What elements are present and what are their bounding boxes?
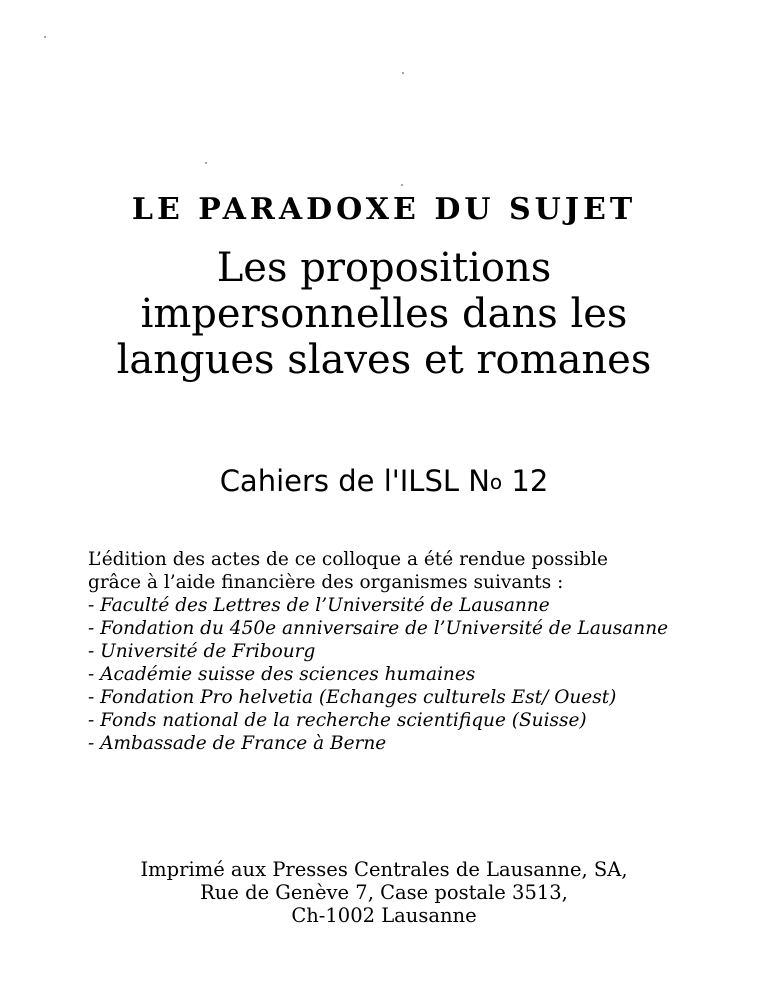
- series-number: [0, 464, 768, 498]
- imprint-line: Imprimé aux Presses Centrales de Lausanne, SA,: [140, 858, 628, 881]
- list-item: - Fonds national de la recherche scientifique (Suisse): [88, 710, 587, 731]
- list-item: - Ambassade de France à Berne: [88, 733, 387, 754]
- list-item: - Fondation du 450e anniversaire de l’Université de Lausanne: [88, 618, 669, 639]
- funding-intro-line: L’édition des actes de ce colloque a été rendue possible: [88, 549, 608, 570]
- list-item: - Faculté des Lettres de l’Université de Lausanne: [88, 595, 550, 616]
- funding-notice: [88, 548, 694, 755]
- scan-speck: [402, 72, 404, 74]
- subtitle-line: langues slaves et romanes: [116, 337, 652, 383]
- list-item: - Fondation Pro helvetia (Echanges culturels Est/ Ouest): [88, 687, 617, 708]
- imprint-line: Ch-1002 Lausanne: [291, 904, 477, 927]
- list-item: - Académie suisse des sciences humaines: [88, 664, 476, 685]
- series-label: Cahiers de l'ILSL N: [219, 464, 490, 498]
- series-issue-number: 12: [511, 464, 549, 498]
- list-item: - Université de Fribourg: [88, 641, 316, 662]
- series-heading: LE PARADOXE DU SUJET: [131, 192, 637, 227]
- printer-imprint: [0, 858, 768, 927]
- subtitle-line: Les propositions: [216, 245, 552, 291]
- funding-intro-line: grâce à l’aide financière des organismes suivants :: [88, 572, 564, 593]
- number-superscript: o: [489, 470, 503, 494]
- book-subtitle: [0, 245, 768, 383]
- scan-speck: [44, 36, 46, 38]
- scan-speck: [401, 184, 403, 186]
- scan-speck: [205, 162, 207, 164]
- imprint-line: Rue de Genève 7, Case postale 3513,: [200, 881, 568, 904]
- funding-organizations-list: [88, 594, 694, 755]
- subtitle-line: impersonnelles dans les: [140, 291, 628, 337]
